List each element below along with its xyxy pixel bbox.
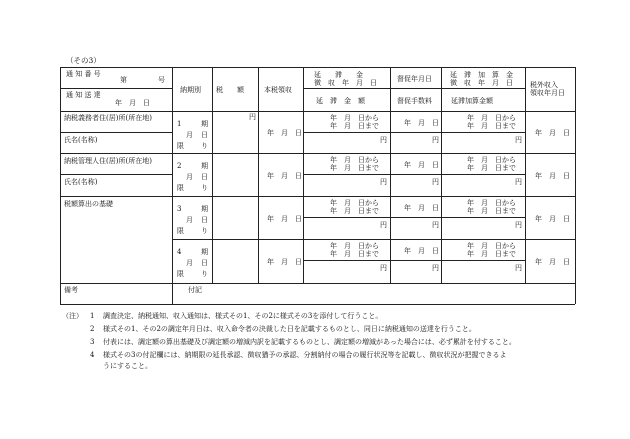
- tax-amount-header: 税 額: [216, 86, 244, 94]
- note-4: 様式その3の付記欄には、納期限の延長承認、徴収猶予の承認、分割納付の場合の履行状況等を記載し、徴収状況が把握できるよ: [103, 351, 507, 359]
- manager-name-label: 氏名(名称): [64, 178, 98, 186]
- notes-label: （注）: [62, 312, 83, 320]
- installment-header: 納期別: [180, 86, 201, 94]
- notice-sent-date: 年 月 日: [115, 99, 150, 107]
- late-fee-date-header: 延 滞 金 徴 収 年 月 日: [314, 71, 377, 87]
- note-1: 調査決定、納税通知、収入通知は、様式その1、その2に様式その3を添付して行うこと。: [103, 312, 383, 320]
- note-4-cont: うにすること。: [103, 362, 152, 370]
- note-2: 様式その1、その2の調定年月日は、収入命令者の決裁した日を記載するものとし、同日に納税通知の送達を行うこと。: [103, 325, 476, 333]
- notice-number-label: 通 知 番 号: [66, 70, 101, 78]
- penalty-date-header: 延 滞 加 算 金 徴 収 年 月 日: [450, 71, 513, 87]
- note-3: 付表には、調定額の算出基礎及び調定額の増減内訳を記載するものとし、調定額の増減があった場合には、必ず累計を付すること。: [103, 338, 516, 346]
- demand-date-header: 督促年月日: [397, 75, 432, 83]
- taxpayer-name-label: 氏名(名称): [64, 136, 98, 144]
- go-label: 号: [158, 76, 165, 84]
- taxpayer-address-label: 納税義務者住(居)所(所在地): [64, 114, 152, 122]
- dai-label: 第: [120, 76, 127, 84]
- manager-address-label: 納税管理人住(居)所(所在地): [64, 157, 152, 165]
- attached-label: 付記: [188, 286, 202, 294]
- demand-fee-header: 督促手数料: [397, 97, 432, 105]
- late-fee-amount-header: 延 滞 金 額: [316, 97, 365, 105]
- penalty-amount-header: 延滞加算金額: [451, 97, 493, 105]
- notice-sent-label: 通 知 送 達: [66, 91, 101, 99]
- basis-label: 税額算出の基礎: [64, 200, 113, 208]
- page-label: （その3）: [66, 56, 101, 65]
- tax-received-header: 本税領収: [264, 86, 292, 94]
- remarks-label: 備考: [64, 286, 78, 294]
- out-of-tax-header: 税外収入 領収年月日: [530, 81, 565, 97]
